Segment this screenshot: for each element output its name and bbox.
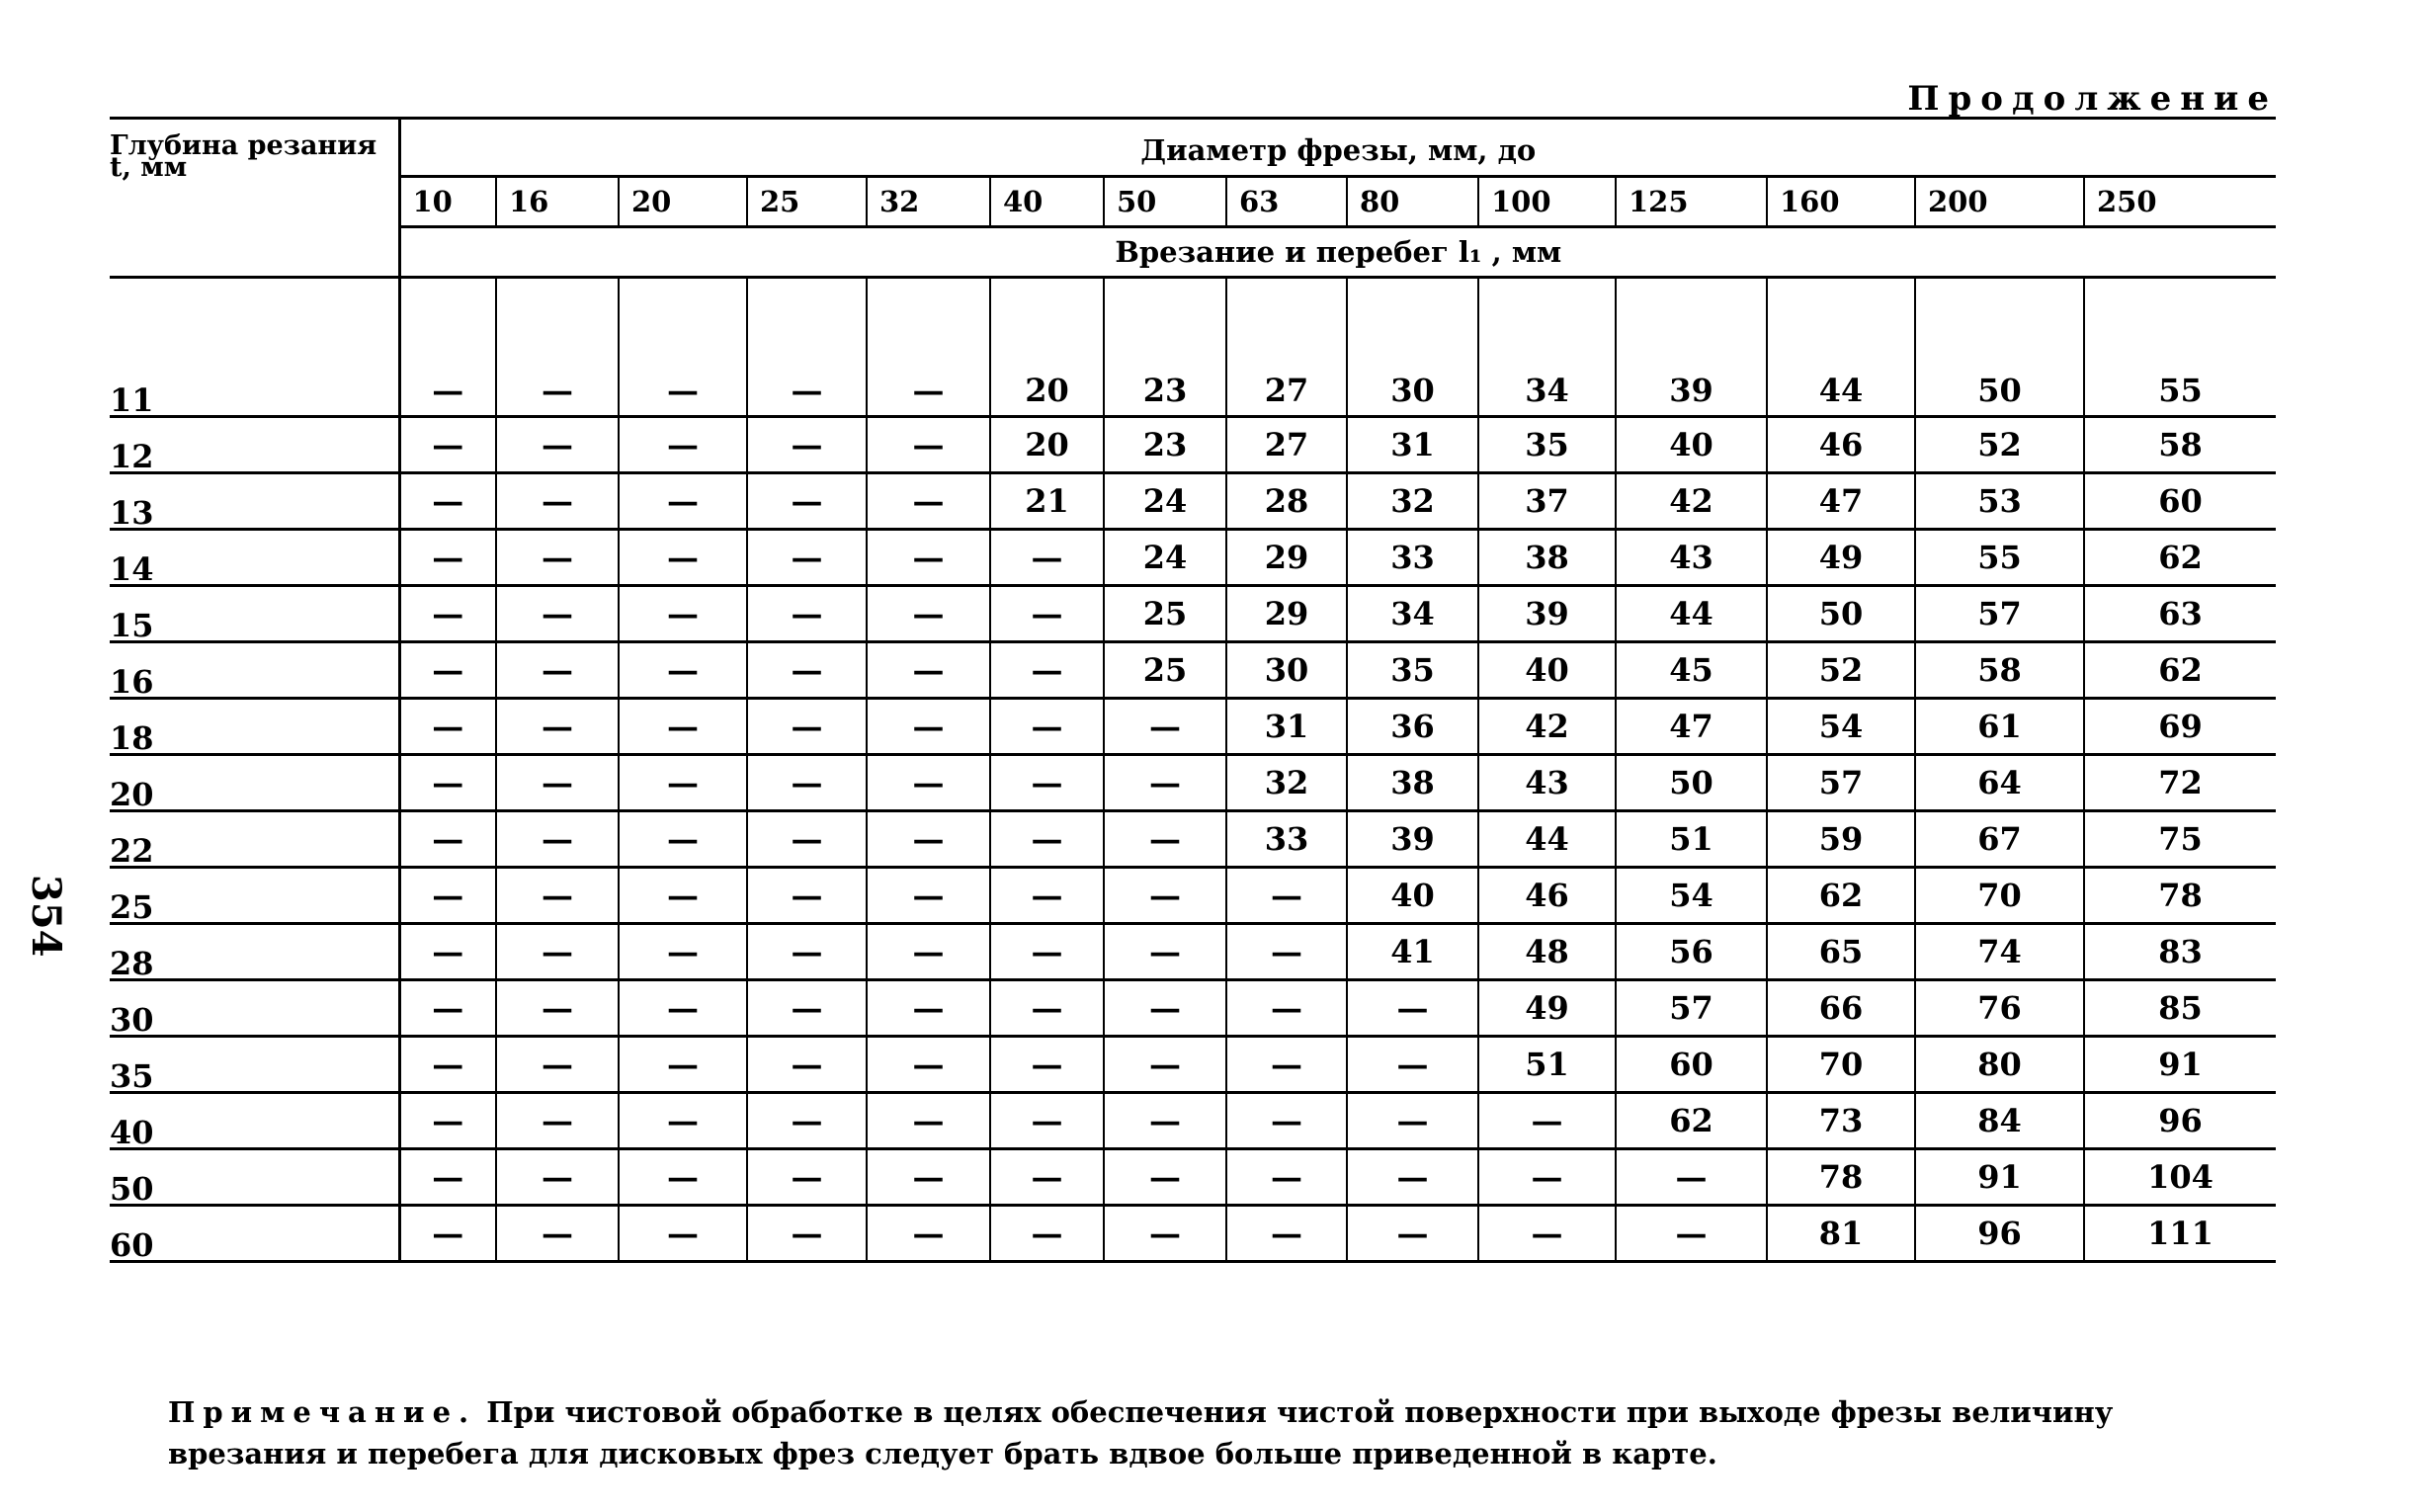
table-cell: — [1104,811,1226,868]
table-cell: — [619,868,747,924]
table-cell: 85 [2084,980,2276,1037]
table-cell: — [867,473,990,530]
table-cell: — [990,811,1104,868]
table-cell: 39 [1478,586,1616,642]
table-cell: 40 [1478,642,1616,699]
table-cell: — [867,811,990,868]
table-cell: — [747,924,867,980]
table-row [110,811,2276,868]
table-cell: — [399,417,496,473]
table-cell: — [747,473,867,530]
table-cell: 35 [1478,417,1616,473]
table-cell: — [1104,1149,1226,1206]
table-cell: 73 [1767,1093,1915,1149]
table-cell: 57 [1915,586,2084,642]
table-row [110,980,2276,1037]
table-cell: 35 [1347,642,1478,699]
table-cell: — [619,278,747,417]
table-cell: — [1104,1093,1226,1149]
table-cell: — [990,1037,1104,1093]
table-cell: — [399,811,496,868]
table-cell: 36 [1347,699,1478,755]
table-cell: — [867,586,990,642]
depth-header-line1: Глубина резания [110,130,377,161]
table-cell: — [747,530,867,586]
depth-value: 18 [110,699,399,755]
table-cell: — [867,1149,990,1206]
table-cell: — [747,1206,867,1262]
table-cell: 43 [1478,755,1616,811]
table-cell: 60 [1616,1037,1767,1093]
table-cell: 31 [1347,417,1478,473]
diameter-32: 32 [867,177,990,227]
table-cell: — [619,1093,747,1149]
table-cell: — [990,1206,1104,1262]
table-row [110,417,2276,473]
table-cell: — [990,530,1104,586]
table-cell: 30 [1226,642,1347,699]
table-cell: — [619,924,747,980]
diameter-63: 63 [1226,177,1347,227]
table-cell: — [990,642,1104,699]
depth-value: 11 [110,278,399,417]
table-cell: 62 [2084,642,2276,699]
table-cell: — [747,417,867,473]
table-cell: — [1104,1206,1226,1262]
table-cell: 42 [1616,473,1767,530]
table-cell: — [1347,1206,1478,1262]
depth-column-header [110,119,399,278]
table-row [110,924,2276,980]
table-cell: 58 [2084,417,2276,473]
table-row [110,278,2276,417]
table-cell: — [747,1149,867,1206]
table-cell: — [496,1093,619,1149]
table-cell: 62 [2084,530,2276,586]
table-cell: — [399,980,496,1037]
table-cell: — [399,1206,496,1262]
note-label: Примечание. [168,1395,477,1429]
table-cell: 24 [1104,473,1226,530]
table-cell: 64 [1915,755,2084,811]
table-row [110,755,2276,811]
diameter-250: 250 [2084,177,2276,227]
table-cell: 84 [1915,1093,2084,1149]
table-cell: 72 [2084,755,2276,811]
table-cell: 61 [1915,699,2084,755]
table-cell: — [1478,1206,1616,1262]
depth-value: 20 [110,755,399,811]
diameter-200: 200 [1915,177,2084,227]
table-row [110,530,2276,586]
table-cell: — [619,642,747,699]
table-cell: 96 [2084,1093,2276,1149]
table-row [110,586,2276,642]
table-cell: 65 [1767,924,1915,980]
table-cell: 47 [1767,473,1915,530]
table-cell: — [496,473,619,530]
table-cell: — [496,1206,619,1262]
table-cell: 32 [1347,473,1478,530]
table-cell: 50 [1767,586,1915,642]
table-cell: — [990,1093,1104,1149]
table-cell: — [496,586,619,642]
depth-value: 50 [110,1149,399,1206]
table-cell: 83 [2084,924,2276,980]
overtravel-table [110,117,2276,1263]
table-cell: 24 [1104,530,1226,586]
table-cell: — [747,1093,867,1149]
table-cell: 111 [2084,1206,2276,1262]
diameter-25: 25 [747,177,867,227]
table-cell: — [496,924,619,980]
table-cell: — [1616,1206,1767,1262]
table-cell: 44 [1616,586,1767,642]
table-cell: — [399,924,496,980]
depth-value: 25 [110,868,399,924]
table-cell: 81 [1767,1206,1915,1262]
table-cell: 52 [1767,642,1915,699]
table-cell: — [496,642,619,699]
table-cell: — [1616,1149,1767,1206]
table-cell: — [990,755,1104,811]
table-cell: — [867,1206,990,1262]
table-cell: 23 [1104,417,1226,473]
table-cell: — [1104,924,1226,980]
table-cell: 49 [1478,980,1616,1037]
table-cell: 66 [1767,980,1915,1037]
table-cell: 80 [1915,1037,2084,1093]
table-cell: 44 [1478,811,1616,868]
depth-value: 14 [110,530,399,586]
table-cell: — [1347,980,1478,1037]
diameter-16: 16 [496,177,619,227]
table-cell: — [1226,868,1347,924]
table-cell: 104 [2084,1149,2276,1206]
table-cell: — [619,755,747,811]
table-cell: 55 [1915,530,2084,586]
table-cell: 34 [1347,586,1478,642]
table-cell: 53 [1915,473,2084,530]
table-cell: — [990,1149,1104,1206]
table-cell: 45 [1616,642,1767,699]
table-cell: 28 [1226,473,1347,530]
note-text: При чистовой обработке в целях обеспечения чистой поверхности при выходе фрезы величину врезания и перебега для дисковых фрез следует брать вдвое больше приведенной в карте. [168,1395,2114,1470]
table-cell: — [867,1093,990,1149]
table-cell: — [990,868,1104,924]
table-cell: — [1226,1149,1347,1206]
table-cell: — [1104,699,1226,755]
table-cell: — [1478,1093,1616,1149]
table-cell: — [747,980,867,1037]
depth-value: 30 [110,980,399,1037]
table-cell: 63 [2084,586,2276,642]
table-cell: — [1104,1037,1226,1093]
depth-value: 60 [110,1206,399,1262]
table-cell: 47 [1616,699,1767,755]
table-cell: — [496,811,619,868]
table-row [110,1093,2276,1149]
table-cell: — [747,868,867,924]
table-cell: — [619,530,747,586]
table-cell: 78 [1767,1149,1915,1206]
table-cell: — [747,699,867,755]
table-cell: — [496,1149,619,1206]
table-cell: 91 [2084,1037,2276,1093]
diameter-40: 40 [990,177,1104,227]
table-cell: 39 [1347,811,1478,868]
diameter-80: 80 [1347,177,1478,227]
table-cell: 29 [1226,586,1347,642]
table-cell: — [619,417,747,473]
table-cell: — [747,586,867,642]
depth-value: 15 [110,586,399,642]
table-cell: — [619,811,747,868]
table-cell: — [399,586,496,642]
table-cell: 67 [1915,811,2084,868]
diameter-header: Диаметр фрезы, мм, до [399,119,2276,177]
table-cell: — [399,1093,496,1149]
table-cell: 70 [1915,868,2084,924]
table-cell: — [747,755,867,811]
table-cell: 41 [1347,924,1478,980]
table-cell: 56 [1616,924,1767,980]
diameter-125: 125 [1616,177,1767,227]
table-cell: — [867,1037,990,1093]
page-number: 354 [23,875,69,958]
table-cell: 27 [1226,278,1347,417]
table-cell: — [747,1037,867,1093]
table-cell: 74 [1915,924,2084,980]
table-cell: — [496,1037,619,1093]
table-cell: — [399,699,496,755]
depth-value: 22 [110,811,399,868]
table-cell: 38 [1478,530,1616,586]
table-cell: — [619,1206,747,1262]
table-cell: — [496,980,619,1037]
table-cell: 54 [1616,868,1767,924]
overtravel-header: Врезание и перебег l₁ , мм [399,227,2276,278]
table-cell: 34 [1478,278,1616,417]
table-cell: — [867,642,990,699]
table-cell: — [1347,1093,1478,1149]
table-cell: — [619,473,747,530]
depth-value: 12 [110,417,399,473]
table-cell: — [399,1149,496,1206]
diameter-160: 160 [1767,177,1915,227]
table-cell: — [1104,868,1226,924]
table-cell: 21 [990,473,1104,530]
table-cell: — [747,642,867,699]
table-cell: — [1226,980,1347,1037]
table-cell: — [496,699,619,755]
table-cell: 78 [2084,868,2276,924]
table-cell: 20 [990,417,1104,473]
table-cell: — [496,278,619,417]
table-cell: 31 [1226,699,1347,755]
table-body [110,278,2276,1262]
table-cell: — [867,755,990,811]
table-cell: — [1347,1037,1478,1093]
depth-value: 40 [110,1093,399,1149]
table-cell: 69 [2084,699,2276,755]
table-cell: 49 [1767,530,1915,586]
table-cell: — [399,278,496,417]
table-cell: 50 [1616,755,1767,811]
table-cell: 75 [2084,811,2276,868]
table-cell: 57 [1616,980,1767,1037]
table-cell: — [1347,1149,1478,1206]
table-cell: 30 [1347,278,1478,417]
table-cell: 37 [1478,473,1616,530]
table-cell: 76 [1915,980,2084,1037]
table-row [110,1206,2276,1262]
table-row [110,1037,2276,1093]
depth-value: 13 [110,473,399,530]
table-cell: — [867,868,990,924]
table-cell: 46 [1767,417,1915,473]
table-cell: — [399,530,496,586]
table-cell: 27 [1226,417,1347,473]
table-cell: — [399,868,496,924]
table-cell: — [990,586,1104,642]
table-cell: — [990,699,1104,755]
table-cell: — [399,755,496,811]
table-cell: 50 [1915,278,2084,417]
table-cell: — [1226,1093,1347,1149]
note [168,1391,2273,1474]
table-cell: 55 [2084,278,2276,417]
table-cell: — [399,642,496,699]
table-cell: 43 [1616,530,1767,586]
table-cell: — [1226,924,1347,980]
table-cell: 23 [1104,278,1226,417]
diameter-20: 20 [619,177,747,227]
table-row [110,642,2276,699]
table-cell: — [619,1149,747,1206]
table-cell: 51 [1478,1037,1616,1093]
table-cell: — [867,417,990,473]
table-cell: 60 [2084,473,2276,530]
table-cell: — [496,868,619,924]
table-cell: — [867,278,990,417]
table-cell: — [747,278,867,417]
depth-value: 28 [110,924,399,980]
table-cell: — [496,417,619,473]
table-cell: — [867,924,990,980]
table-cell: — [1226,1206,1347,1262]
table-cell: 62 [1767,868,1915,924]
table-cell: — [990,924,1104,980]
table-cell: 70 [1767,1037,1915,1093]
table-cell: 44 [1767,278,1915,417]
table-cell: — [1104,980,1226,1037]
diameter-10: 10 [399,177,496,227]
diameter-50: 50 [1104,177,1226,227]
table-row [110,699,2276,755]
table-cell: — [747,811,867,868]
table-cell: 42 [1478,699,1616,755]
table-cell: 54 [1767,699,1915,755]
table-cell: — [619,699,747,755]
depth-value: 16 [110,642,399,699]
table-cell: — [619,586,747,642]
table-cell: 25 [1104,642,1226,699]
table-cell: 40 [1616,417,1767,473]
table-cell: 20 [990,278,1104,417]
diameter-size-row [110,177,2276,227]
depth-value: 35 [110,1037,399,1093]
table-cell: — [619,1037,747,1093]
table-cell: — [1104,755,1226,811]
continuation-label: Продолжение [1907,79,2278,119]
table-cell: 33 [1347,530,1478,586]
table-row [110,1149,2276,1206]
diameter-100: 100 [1478,177,1616,227]
table-cell: 59 [1767,811,1915,868]
table-cell: — [867,530,990,586]
table-cell: 62 [1616,1093,1767,1149]
table-cell: — [496,530,619,586]
table-cell: 52 [1915,417,2084,473]
table-cell: — [990,980,1104,1037]
table-cell: — [619,980,747,1037]
table-cell: 96 [1915,1206,2084,1262]
table-cell: — [1226,1037,1347,1093]
table-cell: — [1478,1149,1616,1206]
table-cell: 25 [1104,586,1226,642]
table-cell: 51 [1616,811,1767,868]
table-cell: 58 [1915,642,2084,699]
table-cell: 91 [1915,1149,2084,1206]
table-cell: 32 [1226,755,1347,811]
table-cell: 33 [1226,811,1347,868]
table-cell: 39 [1616,278,1767,417]
table-cell: 46 [1478,868,1616,924]
table-cell: 57 [1767,755,1915,811]
table-row [110,473,2276,530]
table-row [110,868,2276,924]
table-cell: — [867,980,990,1037]
table-cell: 40 [1347,868,1478,924]
table-cell: 48 [1478,924,1616,980]
table-cell: — [867,699,990,755]
table-cell: — [399,1037,496,1093]
table-cell: 29 [1226,530,1347,586]
table-cell: 38 [1347,755,1478,811]
table-cell: — [399,473,496,530]
depth-header-line2: t, мм [110,152,188,183]
table-cell: — [496,755,619,811]
